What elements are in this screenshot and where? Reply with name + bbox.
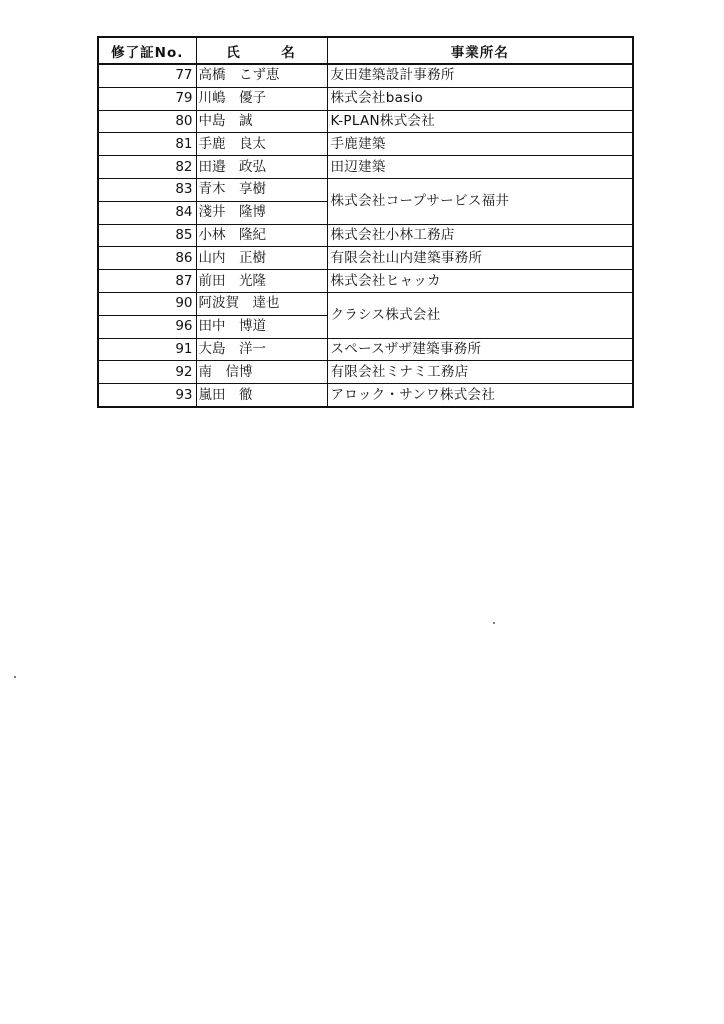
name-cell: 淺井 隆博 <box>196 201 327 224</box>
certificate-no-cell: 85 <box>98 224 196 247</box>
certificate-no-cell: 96 <box>98 315 196 338</box>
table-row <box>98 156 633 179</box>
office-cell: K-PLAN株式会社 <box>327 110 633 133</box>
table-row <box>98 133 633 156</box>
certificate-no-cell: 80 <box>98 110 196 133</box>
certificate-no-cell: 77 <box>98 64 196 87</box>
certificate-no-cell: 92 <box>98 361 196 384</box>
certificate-no-cell: 91 <box>98 338 196 361</box>
table-row <box>98 247 633 270</box>
office-cell: 有限会社ミナミ工務店 <box>327 361 633 384</box>
table-row <box>98 64 633 87</box>
office-cell: 手鹿建築 <box>327 133 633 156</box>
certificate-no-cell: 87 <box>98 270 196 293</box>
table-header-row <box>98 37 633 64</box>
table-row <box>98 224 633 247</box>
name-cell: 嵐田 徹 <box>196 384 327 407</box>
office-cell: 田辺建築 <box>327 156 633 179</box>
certificate-no-cell: 90 <box>98 292 196 315</box>
column-header-certificate-no: 修了証No. <box>98 37 196 64</box>
column-header-name: 氏 名 <box>196 37 327 64</box>
name-cell: 青木 享樹 <box>196 178 327 201</box>
table-row <box>98 338 633 361</box>
name-cell: 大島 洋一 <box>196 338 327 361</box>
name-cell: 前田 光隆 <box>196 270 327 293</box>
name-cell: 手鹿 良太 <box>196 133 327 156</box>
certificate-no-cell: 86 <box>98 247 196 270</box>
table-row <box>98 110 633 133</box>
office-cell: アロック・サンワ株式会社 <box>327 384 633 407</box>
office-cell: 株式会社ヒャッカ <box>327 270 633 293</box>
name-cell: 南 信博 <box>196 361 327 384</box>
scan-speck <box>14 676 16 678</box>
name-cell: 阿波賀 達也 <box>196 292 327 315</box>
certificate-no-cell: 79 <box>98 87 196 110</box>
certificate-no-cell: 81 <box>98 133 196 156</box>
table-row <box>98 178 633 201</box>
office-cell: 友田建築設計事務所 <box>327 64 633 87</box>
certificate-no-cell: 82 <box>98 156 196 179</box>
office-cell: 有限会社山内建築事務所 <box>327 247 633 270</box>
office-cell: 株式会社小林工務店 <box>327 224 633 247</box>
column-header-office: 事業所名 <box>327 37 633 64</box>
certificate-roster-table <box>97 36 634 408</box>
name-cell: 小林 隆紀 <box>196 224 327 247</box>
scan-speck <box>493 622 495 624</box>
name-cell: 田中 博道 <box>196 315 327 338</box>
table-row <box>98 292 633 315</box>
table-row <box>98 270 633 293</box>
table-row <box>98 384 633 407</box>
name-cell: 山内 正樹 <box>196 247 327 270</box>
office-cell: スペースザザ建築事務所 <box>327 338 633 361</box>
table-row <box>98 361 633 384</box>
certificate-no-cell: 93 <box>98 384 196 407</box>
office-cell-merged: 株式会社コープサービス福井 <box>327 178 633 224</box>
office-cell: 株式会社basio <box>327 87 633 110</box>
name-cell: 高橋 こず恵 <box>196 64 327 87</box>
certificate-no-cell: 84 <box>98 201 196 224</box>
certificate-no-cell: 83 <box>98 178 196 201</box>
name-cell: 川嶋 優子 <box>196 87 327 110</box>
table-row <box>98 87 633 110</box>
office-cell-merged: クラシス株式会社 <box>327 292 633 338</box>
name-cell: 田邉 政弘 <box>196 156 327 179</box>
name-cell: 中島 誠 <box>196 110 327 133</box>
